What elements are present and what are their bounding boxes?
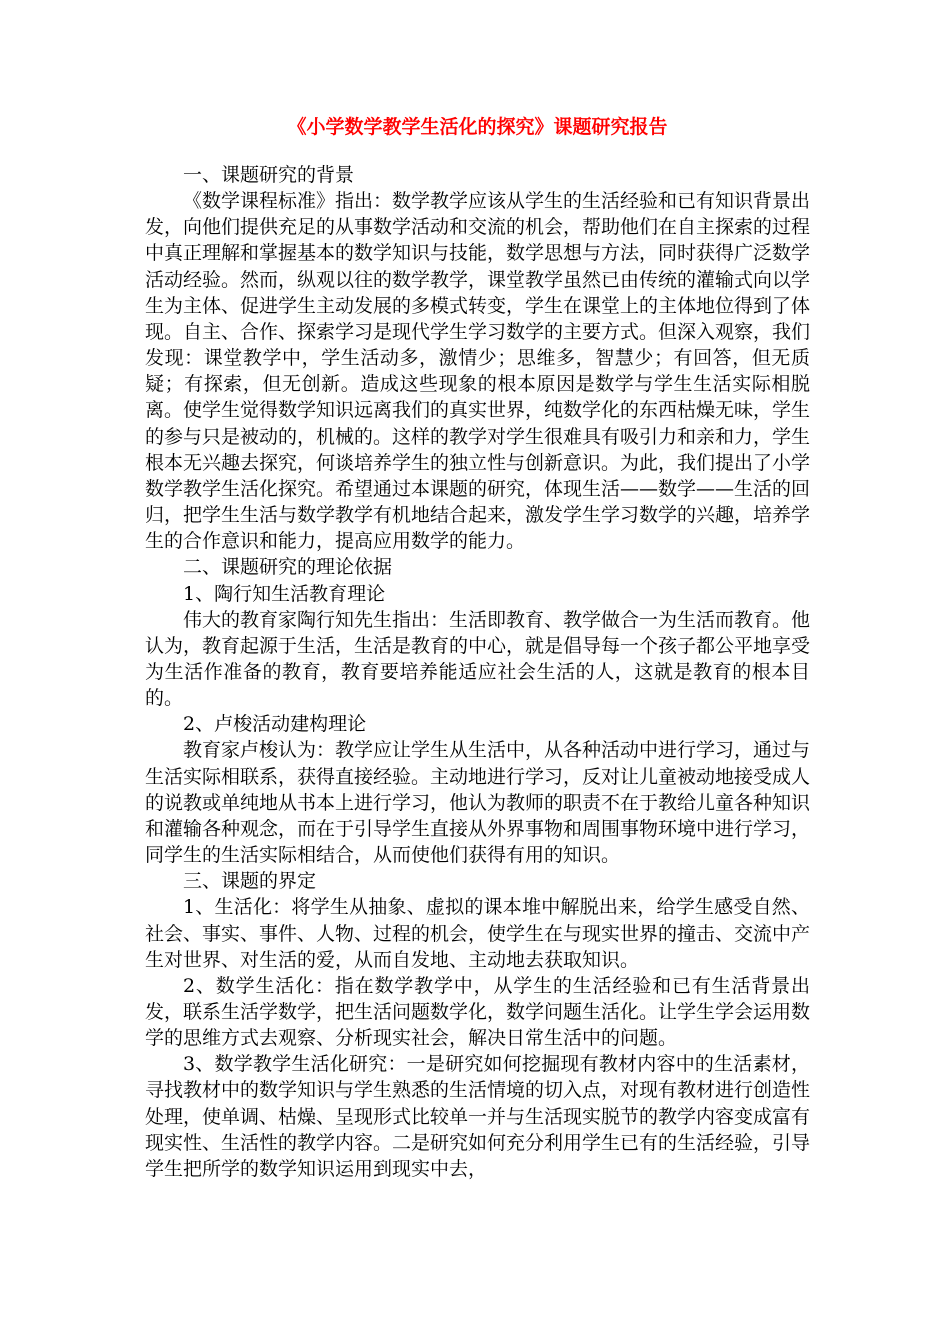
document-page [145,112,810,1182]
paragraph-definition-2: 2、数学生活化：指在数学教学中，从学生的生活经验和已有生活背景出发，联系生活学数学，把生活问题数学化，数学问题生活化。让学生学会运用数学的思维方式去观察、分析现实社会，解决日常生活中的问题。 [145,974,811,1050]
paragraph-background: 《数学课程标准》指出：数学教学应该从学生的生活经验和已有知识背景出发，向他们提供充足的从事数学活动和交流的机会，帮助他们在自主探索的过程中真正理解和掌握基本的数学知识与技能，数学思想与方法，同时获得广泛数学活动经验。然而，纵观以往的数学教学，课堂教学虽然已由传统的灌输式向以学生为主体、促进学生主动发展的多模式转变，学生在课堂上的主体地位得到了体现。自主、合作、探索学习是现代学生学习数学的主要方式。但深入观察，我们发现：课堂教学中，学生活动多，激情少；思维多，智慧少；有回答，但无质疑；有探索，但无创新。造成这些现象的根本原因是数学与学生生活实际相脱离。使学生觉得数学知识远离我们的真实世界，纯数学化的东西枯燥无味，学生的参与只是被动的，机械的。这样的教学对学生很难具有吸引力和亲和力，学生根本无兴趣去探究，何谈培养学生的独立性与创新意识。为此，我们提出了小学数学教学生活化探究。希望通过本课题的研究，体现生活——数学——生活的回归，把学生生活与数学教学有机地结合起来，激发学生学习数学的兴趣，培养学生的合作意识和能力，提高应用数学的能力。 [145,190,811,553]
paragraph-definition-1: 1、生活化：将学生从抽象、虚拟的课本堆中解脱出来，给学生感受自然、社会、事实、事件、人物、过程的机会，使学生在与现实世界的撞击、交流中产生对世界、对生活的爱，从而自发地、主动地去获取知识。 [145,896,811,971]
subheading-rousseau: 2、卢梭活动建构理论 [183,713,367,736]
section-heading-definition: 三、课题的界定 [183,870,317,893]
section-heading-background: 一、课题研究的背景 [183,164,355,186]
section-heading-theory: 二、课题研究的理论依据 [183,556,393,579]
document-title: 《小学数学教学生活化的探究》课题研究报告 [287,116,668,138]
subheading-tao-xingzhi: 1、陶行知生活教育理论 [183,582,386,605]
paragraph-tao-xingzhi: 伟大的教育家陶行知先生指出：生活即教育、教学做合一为生活而教育。他认为，教育起源于生活，生活是教育的中心，就是倡导每一个孩子都公平地享受为生活作准备的教育，教育要培养能适应社会生活的人，这就是教育的根本目的。 [145,608,811,710]
paragraph-rousseau: 教育家卢梭认为：教学应让学生从生活中，从各种活动中进行学习，通过与生活实际相联系，获得直接经验。主动地进行学习，反对让儿童被动地接受成人的说教或单纯地从书本上进行学习，他认为教师的职责不在于教给儿童各种知识和灌输各种观念，而在于引导学生直接从外界事物和周围事物环境中进行学习，同学生的生活实际相结合，从而使他们获得有用的知识。 [145,739,811,867]
paragraph-definition-3: 3、数学教学生活化研究：一是研究如何挖掘现有教材内容中的生活素材，寻找教材中的数学知识与学生熟悉的生活情境的切入点，对现有教材进行创造性处理，使单调、枯燥、呈现形式比较单一并与生活现实脱节的教学内容变成富有现实性、生活性的教学内容。二是研究如何充分利用学生已有的生活经验，引导学生把所学的数学知识运用到现实中去， [145,1053,811,1180]
document-body [145,162,810,1182]
